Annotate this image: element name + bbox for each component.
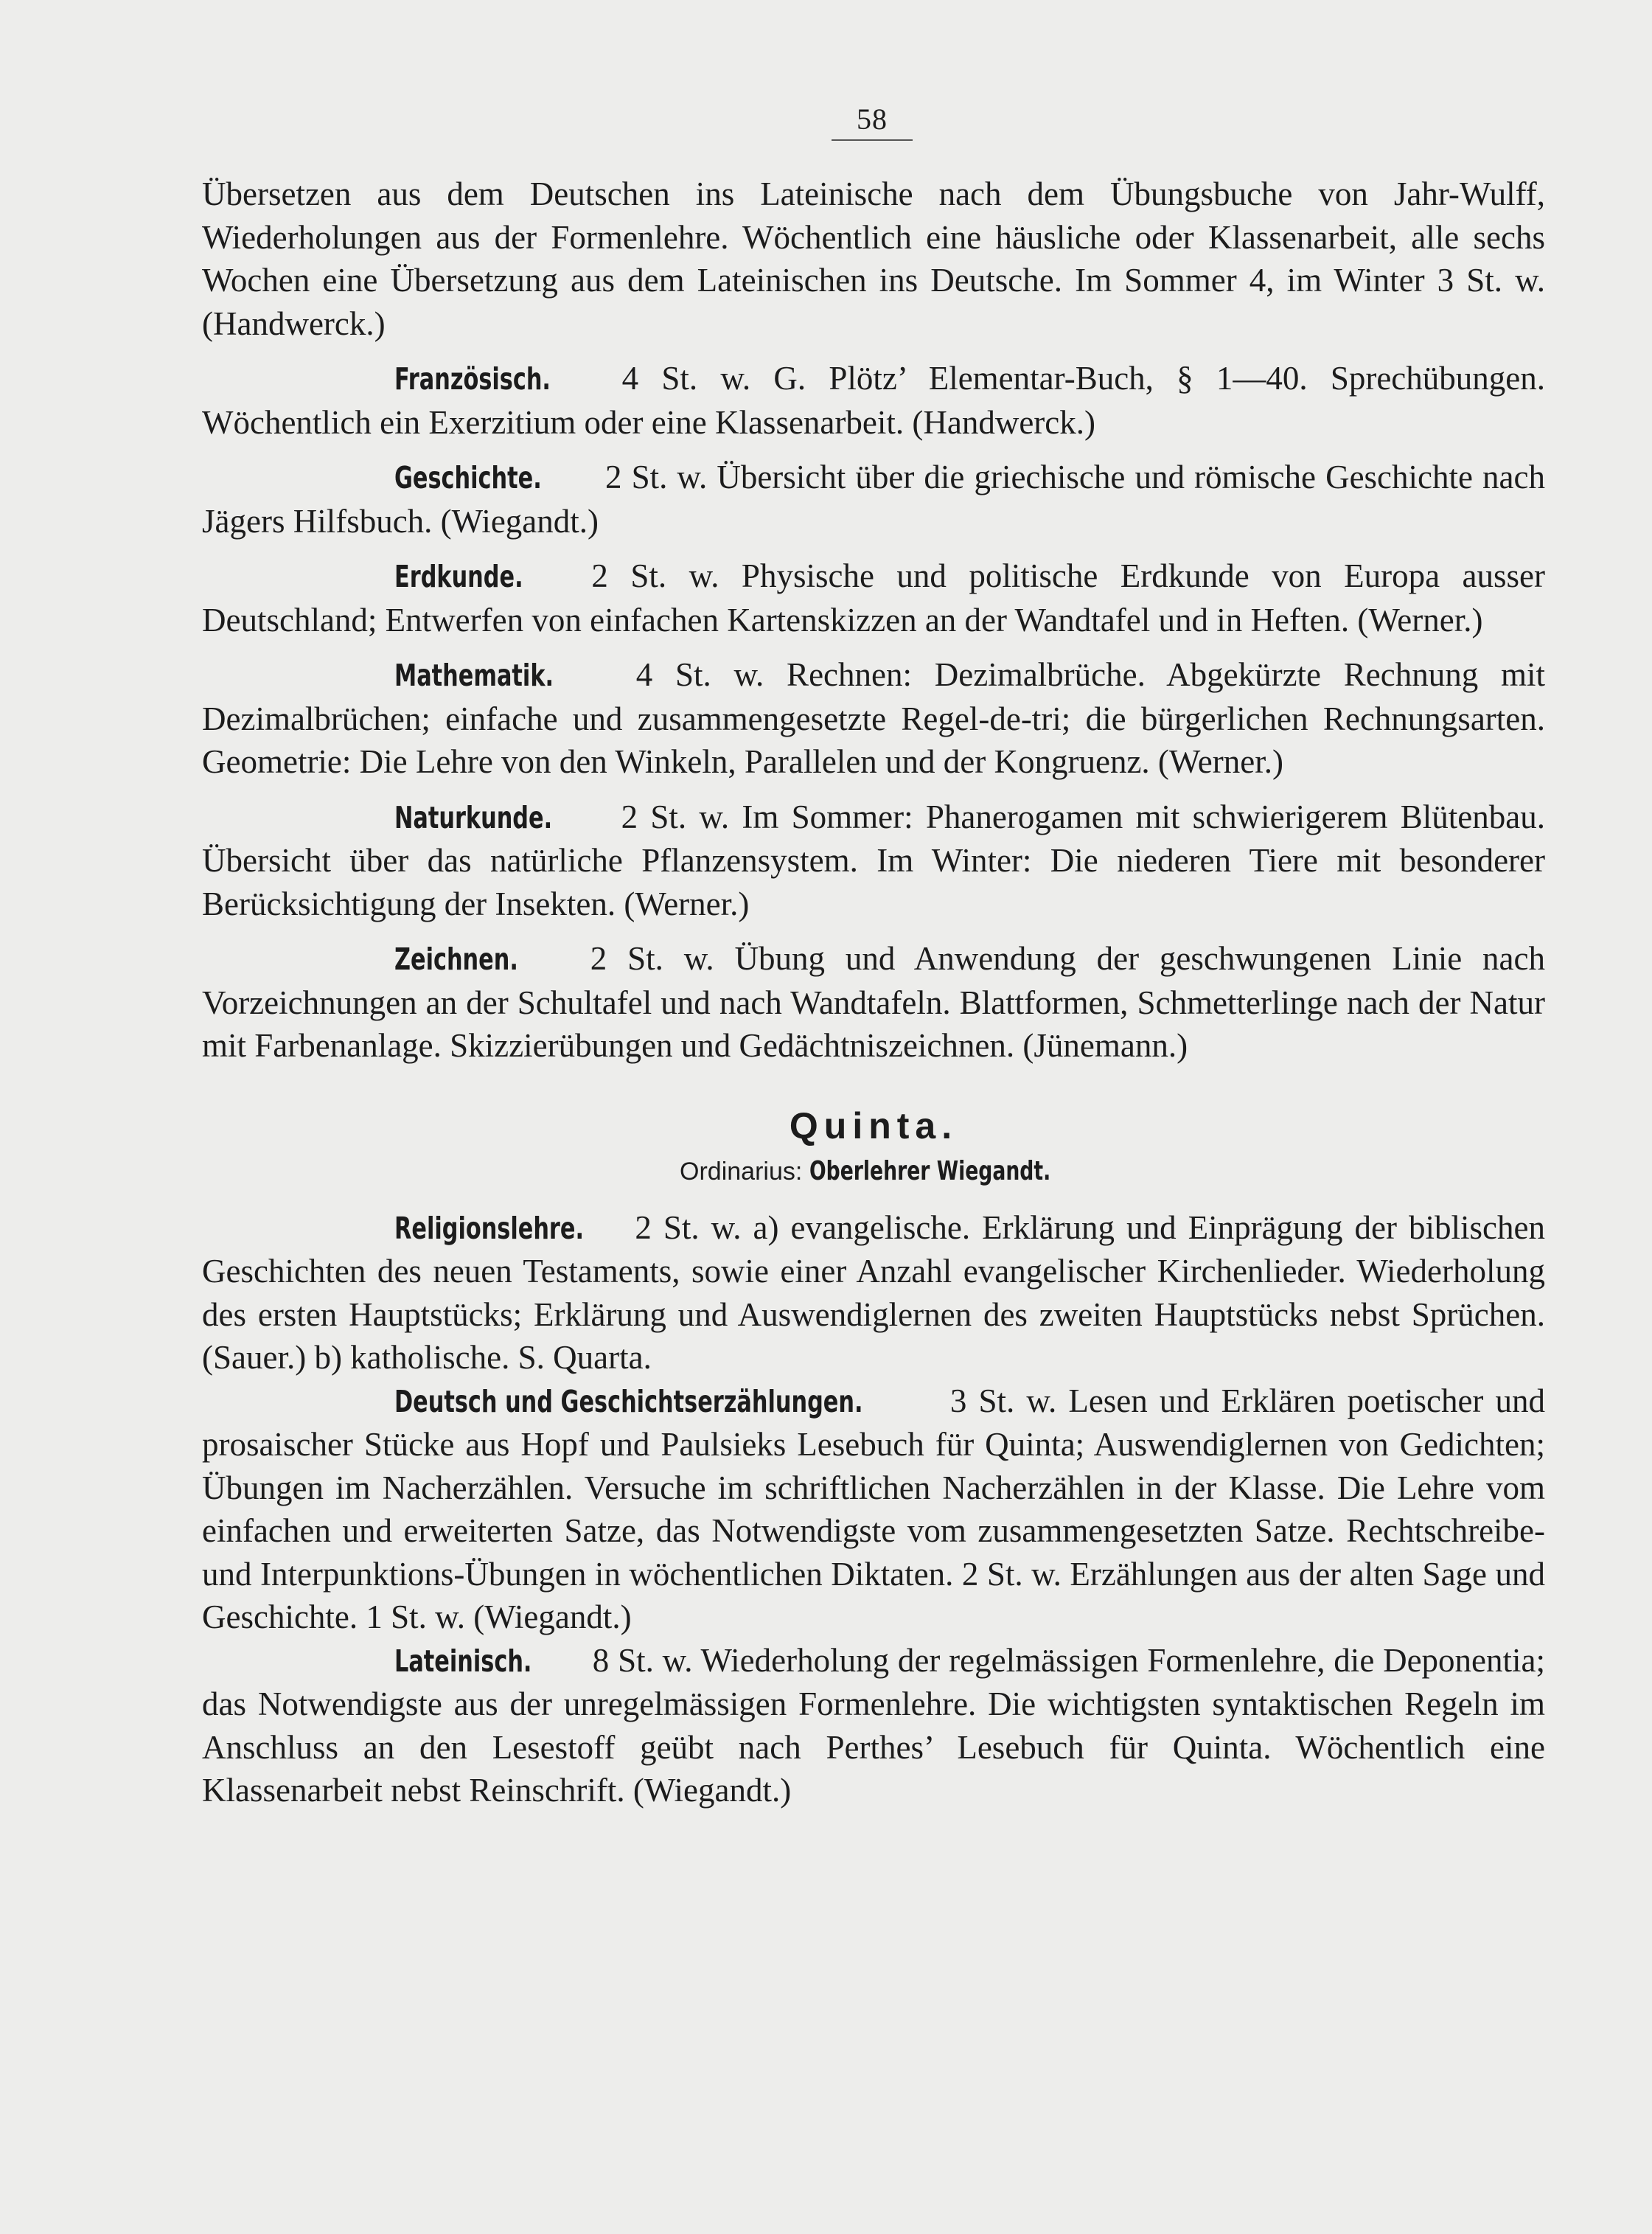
paragraph-text: 4 St. w. G. Plötz’ Elementar-Buch, § 1—40. Sprechübungen. Wöchentlich ein Exerzitium oder eine Klassenarbeit. (Handwerck.) (202, 360, 1546, 441)
paragraph-lateinisch (202, 1639, 1545, 1812)
paragraph-franzoesisch (202, 357, 1545, 444)
subject-heading: Lateinisch. (394, 1643, 532, 1679)
ordinarius-line (202, 1153, 1545, 1190)
paragraph-text: 2 St. w. Übersicht über die griechische und römische Geschichte nach Jägers Hilfsbuch. (Wiegandt.) (202, 459, 1546, 540)
paragraph-text: 3 St. w. Lesen und Erklären poetischer und prosaischer Stücke aus Hopf und Paulsieks Lesebuch für Quinta; Auswendiglernen von Gedichten; Übungen im Nacherzählen. Versuche im schriftlichen Nacherzählen in der Klasse. Die Lehre vom einfachen und erweiterten Satze, das Notwendigste vom zusammengesetzten Satze. Rechtschreibe- und Interpunktions-Übungen in wöchentlichen Diktaten. 2 St. w. Erzählungen aus der alten Sage und Geschichte. 1 St. w. (Wiegandt.) (202, 1382, 1545, 1635)
page-number: 58 (832, 102, 913, 141)
ordinarius-name: Oberlehrer Wiegandt. (809, 1155, 1050, 1186)
paragraph-text: 2 St. w. Im Sommer: Phanerogamen mit schwierigerem Blütenbau. Übersicht über das natürliche Pflanzensystem. Im Winter: Die niederen Tiere mit besonderer Berücksichtigung der Insekten. (Werner.) (202, 798, 1545, 922)
paragraph-text: 2 St. w. a) evangelische. Erklärung und Einprägung der biblischen Geschichten des neuen Testaments, sowie einer Anzahl evangelischer Kirchenlieder. Wiederholung des ersten Hauptstücks; Erklärung und Auswendiglernen des zweiten Hauptstücks nebst Sprüchen. (Sauer.) b) katholische. S. Quarta. (202, 1208, 1546, 1376)
subject-heading: Erdkunde. (394, 559, 523, 594)
paragraph-text: 4 St. w. Rechnen: Dezimalbrüche. Abgekürzte Rechnung mit Dezimalbrüchen; einfache und zusammengesetzte Regel-de-tri; die bürgerlichen Rechnungsarten. Geometrie: Die Lehre von den Winkeln, Parallelen und der Kongruenz. (Werner.) (202, 656, 1545, 780)
subject-heading: Naturkunde. (394, 799, 553, 835)
section-title: Quinta. (789, 1104, 958, 1146)
paragraph-zeichnen (202, 937, 1545, 1068)
subject-heading: Mathematik. (394, 658, 554, 693)
subject-heading: Zeichnen. (394, 942, 518, 977)
page-content (202, 173, 1545, 1812)
paragraph-naturkunde (202, 796, 1545, 926)
paragraph-text: Übersetzen aus dem Deutschen ins Lateinische nach dem Übungsbuche von Jahr-Wulff, Wiederholungen aus der Formenlehre. Wöchentlich eine häusliche oder Klassenarbeit, alle sechs Wochen eine Übersetzung aus dem Lateinischen ins Deutsche. Im Sommer 4, im Winter 3 St. w. (Handwerck.) (202, 175, 1545, 342)
paragraph-geschichte (202, 456, 1545, 543)
subject-heading: Religionslehre. (394, 1210, 585, 1246)
paragraph-latin-continued (202, 173, 1545, 345)
ordinarius-label: Ordinarius: (680, 1157, 803, 1186)
subject-heading: Deutsch und Geschichtserzählungen. (394, 1383, 863, 1419)
paragraph-deutsch (202, 1379, 1545, 1639)
subject-heading: Geschichte. (394, 460, 542, 495)
subject-heading: Französisch. (394, 361, 551, 397)
paragraph-mathematik (202, 653, 1545, 784)
paragraph-text: 2 St. w. Übung und Anwendung der geschwungenen Linie nach Vorzeichnungen an der Schultafel und nach Wandtafeln. Blattformen, Schmetterlinge nach der Natur mit Farbenanlage. Skizzierübungen und Gedächtniszeichnen. (Jünemann.) (202, 940, 1545, 1064)
paragraph-text: 2 St. w. Physische und politische Erdkunde von Europa ausser Deutschland; Entwerfen von einfachen Kartenskizzen an der Wandtafel und in Heften. (Werner.) (202, 557, 1546, 638)
paragraph-religionslehre (202, 1206, 1545, 1379)
paragraph-text: 8 St. w. Wiederholung der regelmässigen Formenlehre, die Deponentia; das Notwendigste aus der unregelmässigen Formenlehre. Die wichtigsten syntaktischen Regeln im Anschluss an den Lesestoff geübt nach Perthes’ Lesebuch für Quinta. Wöchentlich eine Klassenarbeit nebst Reinschrift. (Wiegandt.) (202, 1641, 1546, 1809)
paragraph-erdkunde (202, 554, 1545, 641)
